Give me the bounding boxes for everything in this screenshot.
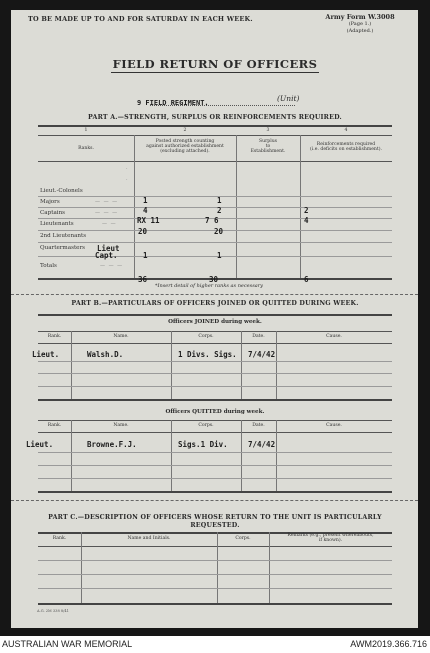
lieutenants-posted: RX 11: [137, 216, 160, 225]
captains-posted: 4: [143, 206, 148, 215]
blank-row-dot: ·: [126, 166, 129, 172]
row-rule: [38, 242, 392, 243]
joined-rank: Lieut.: [32, 350, 60, 359]
leader-dots: — — —: [95, 210, 119, 216]
joined-vline: [171, 331, 172, 399]
remarks-line-2: if known).: [318, 538, 343, 544]
joined-title: Officers JOINED during week.: [168, 319, 262, 325]
quitted-col-name: Name.: [113, 423, 129, 428]
form-number-block: [325, 14, 395, 35]
quitted-col-cause: Cause.: [326, 423, 342, 428]
majors-posted: 1: [143, 196, 148, 205]
quitted-vline: [171, 420, 172, 491]
part-a-heading: PART A.—STRENGTH, SURPLUS OR REINFORCEMENTS REQUIRED.: [88, 114, 342, 121]
form-page: (Page 1.): [348, 21, 372, 27]
section-divider: [11, 500, 418, 501]
footer-accession: AWM2019.366.716: [350, 639, 427, 649]
top-note: TO BE MADE UP TO AND FOR SATURDAY IN EACH WEEK.: [28, 15, 253, 23]
form-adapted: (Adapted.): [346, 28, 374, 34]
lieutenants-surplus: 7 6: [205, 216, 219, 225]
qm-rank-1: Lieut: [97, 244, 120, 253]
joined-col-rank: Rank.: [47, 334, 62, 339]
quitted-row-rule: [38, 478, 392, 479]
quitted-corps: Sigs.1 Div.: [178, 440, 228, 449]
col-num-3: 3: [266, 128, 270, 133]
quitted-name: Browne.F.J.: [87, 440, 137, 449]
row-rule: [38, 196, 392, 197]
posted-line-3: (excluding attached).: [160, 149, 210, 155]
joined-bottom-rule: [38, 399, 392, 401]
surplus-line-1: Surplus: [258, 139, 278, 144]
joined-name: Walsh.D.: [87, 350, 124, 359]
reinf-line-2: (i.e. deficits on establishment).: [310, 147, 382, 153]
part-c-bottom-rule: [38, 603, 392, 605]
col-num-rule: [38, 135, 392, 136]
part-c-vline: [269, 532, 270, 603]
rank-label: 2nd Lieutenants: [40, 233, 87, 239]
part-c-col-rank: Rank.: [52, 536, 67, 541]
part-c-vline: [217, 532, 218, 603]
col-header-posted: [134, 139, 236, 155]
part-c-col-name: Name and Initials.: [127, 536, 171, 541]
quitted-rank: Lieut.: [26, 440, 54, 449]
page-title-text: FIELD RETURN OF OFFICERS: [112, 57, 318, 71]
rank-label: Lieut.-Colonels: [40, 188, 83, 194]
quitted-row-rule: [38, 465, 392, 466]
part-c-row-rule: [38, 560, 392, 561]
blank-row-dot: ·: [126, 177, 129, 183]
captains-surplus: 2: [217, 206, 222, 215]
quitted-row-rule: [38, 452, 392, 453]
surplus-line-3: Establishment.: [250, 149, 286, 155]
majors-surplus: 1: [217, 196, 222, 205]
joined-vline: [241, 331, 242, 399]
row-20-surplus: 20: [214, 227, 224, 236]
col-header-ranks: Ranks.: [78, 146, 94, 151]
quitted-vline: [241, 420, 242, 491]
rank-label: Quartermasters: [40, 245, 86, 251]
unit-label: (Unit): [277, 94, 300, 103]
footer-source: AUSTRALIAN WAR MEMORIAL: [2, 639, 133, 649]
total-posted: 36: [138, 275, 148, 284]
total-surplus: 30: [209, 275, 219, 284]
joined-title-rule: [38, 331, 392, 332]
page-title: [0, 57, 430, 71]
part-c-heading: [0, 514, 430, 530]
captains-reinforcements: 2: [304, 206, 309, 215]
col-header-reinforcements: [300, 142, 392, 152]
joined-date: 7/4/42: [248, 350, 276, 359]
leader-dots: — — —: [100, 263, 124, 269]
reinf-line-1: Reinforcements required: [316, 142, 376, 147]
surplus-line-2: to: [265, 144, 271, 150]
joined-col-date: Date.: [252, 334, 265, 339]
unit-underline: [150, 105, 295, 106]
part-c-vline: [81, 532, 82, 603]
row-rule: [38, 256, 392, 257]
quitted-col-corps: Corps.: [198, 423, 214, 428]
printer-note: A.G. 2M 338 8/41: [37, 609, 69, 613]
col-header-surplus: [236, 139, 300, 155]
quitted-vline: [71, 420, 72, 491]
quitted-header-rule: [38, 432, 392, 433]
row-20-posted: 20: [138, 227, 148, 236]
posted-line-2: against authorized establishment: [146, 144, 224, 150]
form-number: Army Form W.3008: [325, 13, 395, 21]
rank-label: Lieutenants: [40, 221, 74, 227]
leader-dots: — — —: [95, 199, 119, 205]
joined-vline: [71, 331, 72, 399]
unit-value: 9 FIELD REGIMENT.: [137, 99, 209, 107]
rank-label: Captains: [40, 210, 66, 216]
part-b-heading: PART B.—PARTICULARS OF OFFICERS JOINED OR QUITTED DURING WEEK.: [71, 300, 359, 307]
lieutenants-reinforcements: 4: [304, 216, 309, 225]
joined-col-name: Name.: [113, 334, 129, 339]
quitted-date: 7/4/42: [248, 440, 276, 449]
remarks-line-1: Remarks (e.g., present whereabouts,: [287, 533, 374, 538]
total-reinforcements: 6: [304, 275, 309, 284]
quitted-bottom-rule: [38, 491, 392, 493]
posted-line-1: Posted strength counting: [155, 139, 215, 144]
joined-header-rule: [38, 343, 392, 344]
quitted-vline: [276, 420, 277, 491]
rank-label: Majors: [40, 199, 60, 205]
joined-col-cause: Cause.: [326, 334, 342, 339]
joined-corps: 1 Divs. Sigs.: [178, 350, 237, 359]
part-c-col-corps: Corps.: [235, 536, 251, 541]
leader-dots: — —: [102, 221, 117, 227]
part-a-top-rule: [38, 125, 392, 127]
joined-row-rule: [38, 373, 392, 374]
joined-row-rule: [38, 386, 392, 387]
row-rule: [38, 207, 392, 208]
joined-vline: [276, 331, 277, 399]
qm-surplus: 1: [217, 251, 222, 260]
qm-posted: 1: [143, 251, 148, 260]
col-header-rule: [38, 161, 392, 162]
col-num-4: 4: [344, 128, 348, 133]
rank-label: Totals: [40, 263, 57, 269]
section-divider: [11, 294, 418, 295]
joined-col-corps: Corps.: [198, 334, 214, 339]
part-c-header-rule: [38, 546, 392, 547]
quitted-title-rule: [38, 420, 392, 421]
part-a-footnote: *Insert detail of higher ranks as necessary: [155, 283, 263, 289]
qm-rank-2: Capt.: [95, 251, 118, 260]
part-c-col-remarks: [269, 533, 392, 543]
archive-footer: [0, 636, 430, 653]
part-c-row-rule: [38, 574, 392, 575]
part-c-heading-line-1: PART C.—DESCRIPTION OF OFFICERS WHOSE RETURN TO THE UNIT IS PARTICULARLY: [48, 514, 382, 521]
part-c-row-rule: [38, 588, 392, 589]
quitted-col-date: Date.: [252, 423, 265, 428]
quitted-col-rank: Rank.: [47, 423, 62, 428]
joined-top-rule: [38, 314, 392, 316]
quitted-title: Officers QUITTED during week.: [165, 409, 265, 415]
joined-row-rule: [38, 361, 392, 362]
part-c-heading-line-2: REQUESTED.: [190, 522, 240, 529]
col-num-1: 1: [84, 128, 88, 133]
col-num-2: 2: [183, 128, 187, 133]
